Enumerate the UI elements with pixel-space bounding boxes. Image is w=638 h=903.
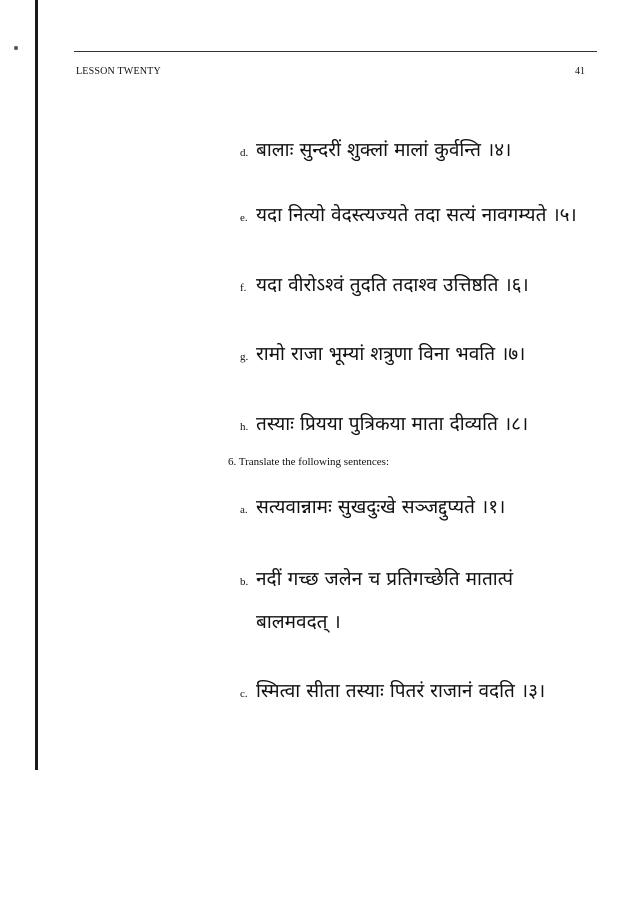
- sanskrit-sentence: बालाः सुन्दरीं शुक्लां मालां कुर्वन्ति ।४।: [256, 139, 512, 161]
- item-letter: c.: [240, 688, 248, 700]
- translate-item-a: [240, 493, 505, 519]
- exercise-item-d: [240, 136, 511, 162]
- item-letter: a.: [240, 504, 248, 516]
- translate-item-b: [240, 565, 513, 591]
- item-letter: d.: [240, 147, 249, 159]
- scan-speck: [14, 46, 18, 50]
- item-letter: h.: [240, 421, 249, 433]
- sanskrit-sentence: नदीं गच्छ जलेन च प्रतिगच्छेति मातात्पं: [256, 568, 514, 590]
- sanskrit-sentence: यदा नित्यो वेदस्त्यज्यते तदा सत्यं नावगम्यते ।५।: [256, 204, 577, 226]
- translate-item-c: [240, 677, 545, 703]
- exercise-item-h: [240, 410, 528, 436]
- running-header-title: LESSON TWENTY: [76, 66, 161, 77]
- exercise-item-e: [240, 201, 577, 227]
- sanskrit-sentence: सत्यवान्नामः सुखदुःखे सञ्जद्दुप्यते ।१।: [256, 496, 506, 518]
- page-binding-edge: [35, 0, 38, 770]
- header-rule: [74, 51, 597, 52]
- item-letter: f.: [240, 282, 247, 294]
- sanskrit-sentence: यदा वीरोऽश्वं तुदति तदाश्व उत्तिष्ठति ।६।: [256, 274, 529, 296]
- item-letter: b.: [240, 576, 249, 588]
- sanskrit-sentence: रामो राजा भूम्यां शत्रुणा विना भवति ।७।: [256, 343, 526, 365]
- page-number: 41: [575, 66, 585, 77]
- sanskrit-sentence: तस्याः प्रियया पुत्रिकया माता दीव्यति ।८।: [256, 413, 529, 435]
- exercise-item-f: [240, 271, 529, 297]
- item-letter: e.: [240, 212, 248, 224]
- item-letter: g.: [240, 351, 249, 363]
- sanskrit-sentence: स्मित्वा सीता तस्याः पितरं राजानं वदति ।३।: [256, 680, 546, 702]
- exercise-item-g: [240, 340, 525, 366]
- sanskrit-sentence-continuation: बालमवदत् ।: [256, 611, 341, 633]
- section-6-heading: 6. Translate the following sentences:: [228, 456, 390, 468]
